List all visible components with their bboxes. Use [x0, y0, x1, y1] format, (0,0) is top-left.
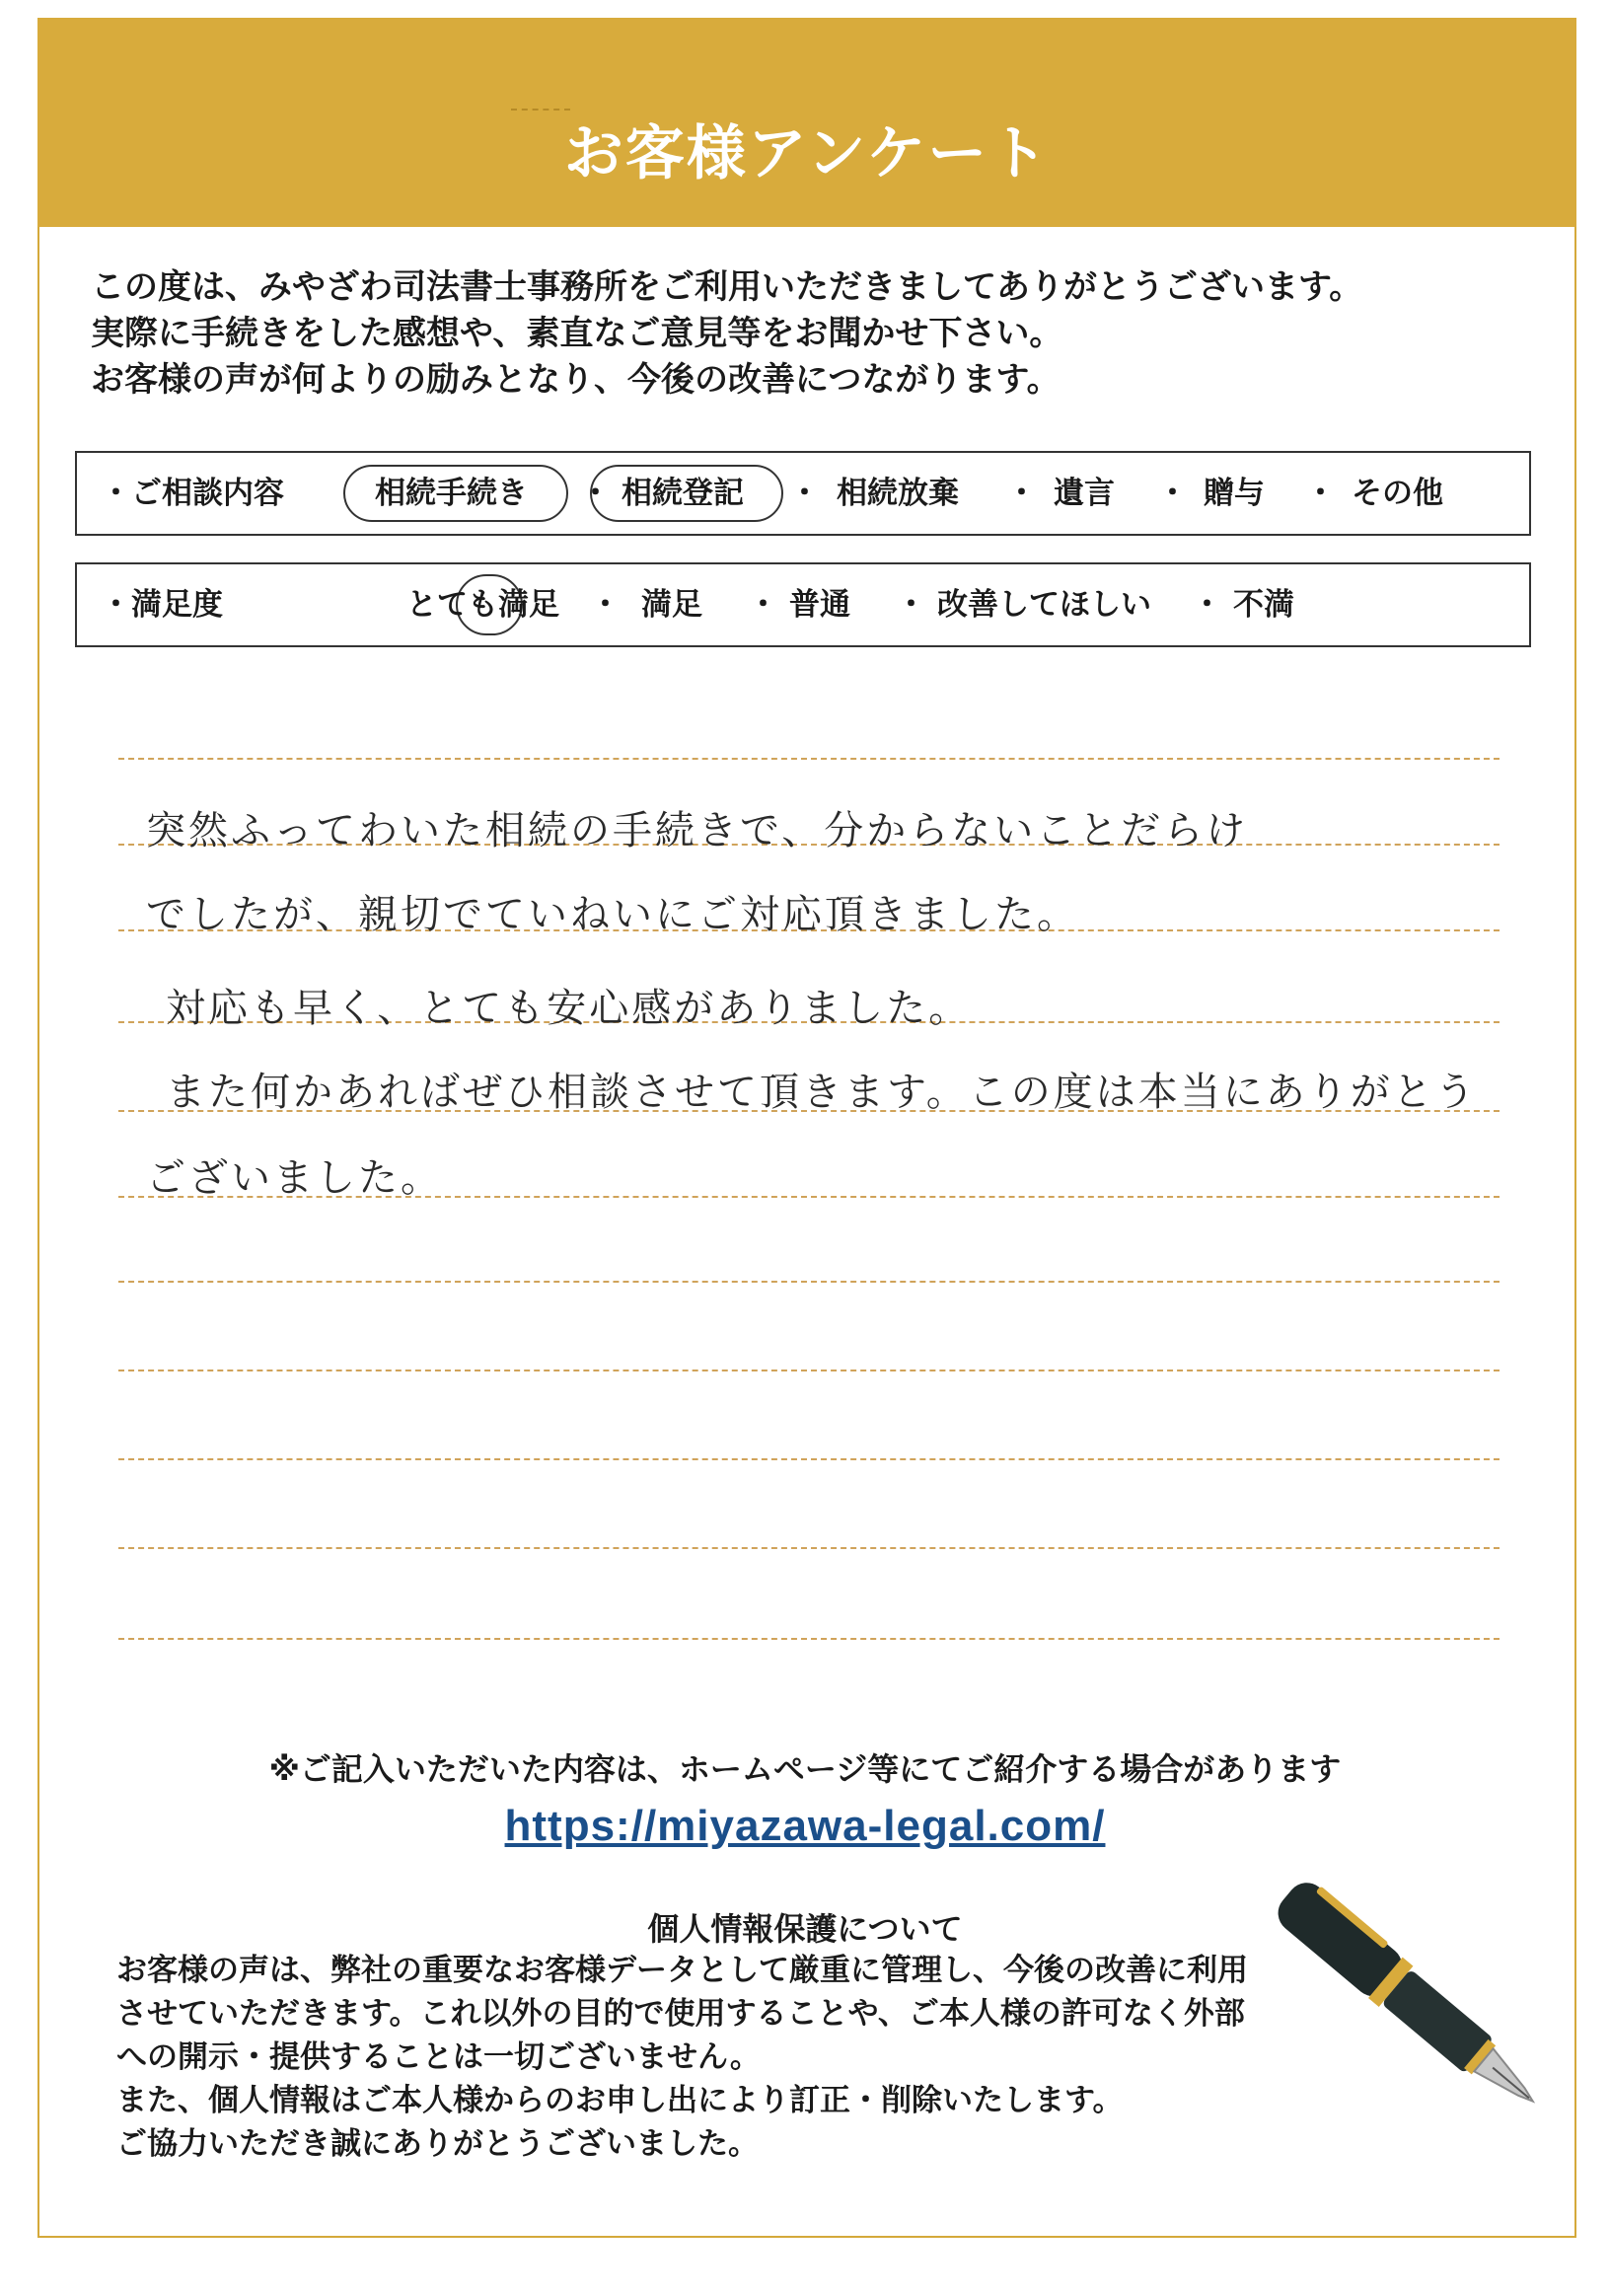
satisfaction-option[interactable]: 改善してほしい [937, 587, 1151, 623]
intro-line: お客様の声が何よりの励みとなり、今後の改善につながります。 [91, 360, 1061, 400]
satisfaction-label: ・満足度 [101, 587, 223, 623]
website-link[interactable]: https://miyazawa-legal.com/ [504, 1802, 1106, 1850]
intro-text [91, 264, 1521, 404]
intro-line: この度は、みやざわ司法書士事務所をご利用いただきましてありがとうございます。 [91, 267, 1363, 307]
satisfaction-option[interactable]: 不満 [1233, 587, 1294, 623]
page-title: お客様アンケート [563, 119, 1051, 188]
privacy-line: お客様の声は、弊社の重要なお客様データとして厳重に管理し、今後の改善に利用 [116, 1953, 1248, 1988]
privacy-text [116, 1949, 1340, 2166]
handwritten-comment: 突然ふってわいた相続の手続きで、分からないことだらけ [146, 808, 1249, 853]
dashed-line [118, 1458, 1500, 1460]
separator: ・ [748, 587, 778, 623]
privacy-line: させていただきます。これ以外の目的で使用することや、ご本人様の許可なく外部 [116, 1996, 1245, 2032]
consultation-option[interactable]: 相続放棄 [837, 476, 959, 511]
separator: ・ [896, 587, 926, 623]
satisfaction-option[interactable]: 満足 [641, 587, 702, 623]
privacy-line: また、個人情報はご本人様からのお申し出により訂正・削除いたします。 [116, 2083, 1124, 2118]
separator: ・ [580, 476, 611, 511]
dashed-line [118, 1370, 1500, 1371]
satisfaction-box [75, 562, 1531, 647]
satisfaction-option[interactable]: とても満足 [406, 587, 559, 623]
privacy-line: ご協力いただき誠にありがとうございました。 [116, 2126, 759, 2162]
satisfaction-option[interactable]: 普通 [789, 587, 850, 623]
fountain-pen-icon [1273, 1845, 1559, 2161]
separator: ・ [590, 587, 621, 623]
header-banner [37, 18, 1576, 227]
dashed-line [118, 1638, 1500, 1640]
consultation-option[interactable]: 遺言 [1054, 476, 1115, 511]
consultation-option[interactable]: 相続手続き [375, 476, 528, 511]
handwritten-comment: でしたが、親切でていねいにご対応頂きました。 [146, 892, 1079, 937]
consultation-option[interactable]: その他 [1352, 476, 1443, 511]
separator: ・ [1157, 476, 1188, 511]
privacy-title: 個人情報保護について [647, 1910, 963, 1948]
consultation-box [75, 451, 1531, 536]
privacy-line: への開示・提供することは一切ございません。 [116, 2039, 761, 2075]
handwritten-comment: ございました。 [146, 1155, 443, 1201]
dashed-line [118, 1281, 1500, 1283]
publication-notice: ※ご記入いただいた内容は、ホームページ等にてご紹介する場合があります [268, 1750, 1342, 1788]
separator: ・ [1305, 476, 1336, 511]
consultation-option[interactable]: 相続登記 [622, 476, 744, 511]
separator: ・ [789, 476, 820, 511]
consultation-option[interactable]: 贈与 [1204, 476, 1265, 511]
dashed-line [118, 1547, 1500, 1549]
handwritten-comment: また何かあればぜひ相談させて頂きます。この度は本当にありがとう [166, 1070, 1478, 1115]
separator: ・ [1192, 587, 1222, 623]
handwritten-comment: 対応も早く、とても安心感がありました。 [166, 986, 972, 1031]
intro-line: 実際に手続きをした感想や、素直なご意見等をお聞かせ下さい。 [91, 314, 1063, 353]
consultation-label: ・ご相談内容 [101, 476, 284, 511]
dashed-line [118, 758, 1500, 760]
separator: ・ [1006, 476, 1037, 511]
